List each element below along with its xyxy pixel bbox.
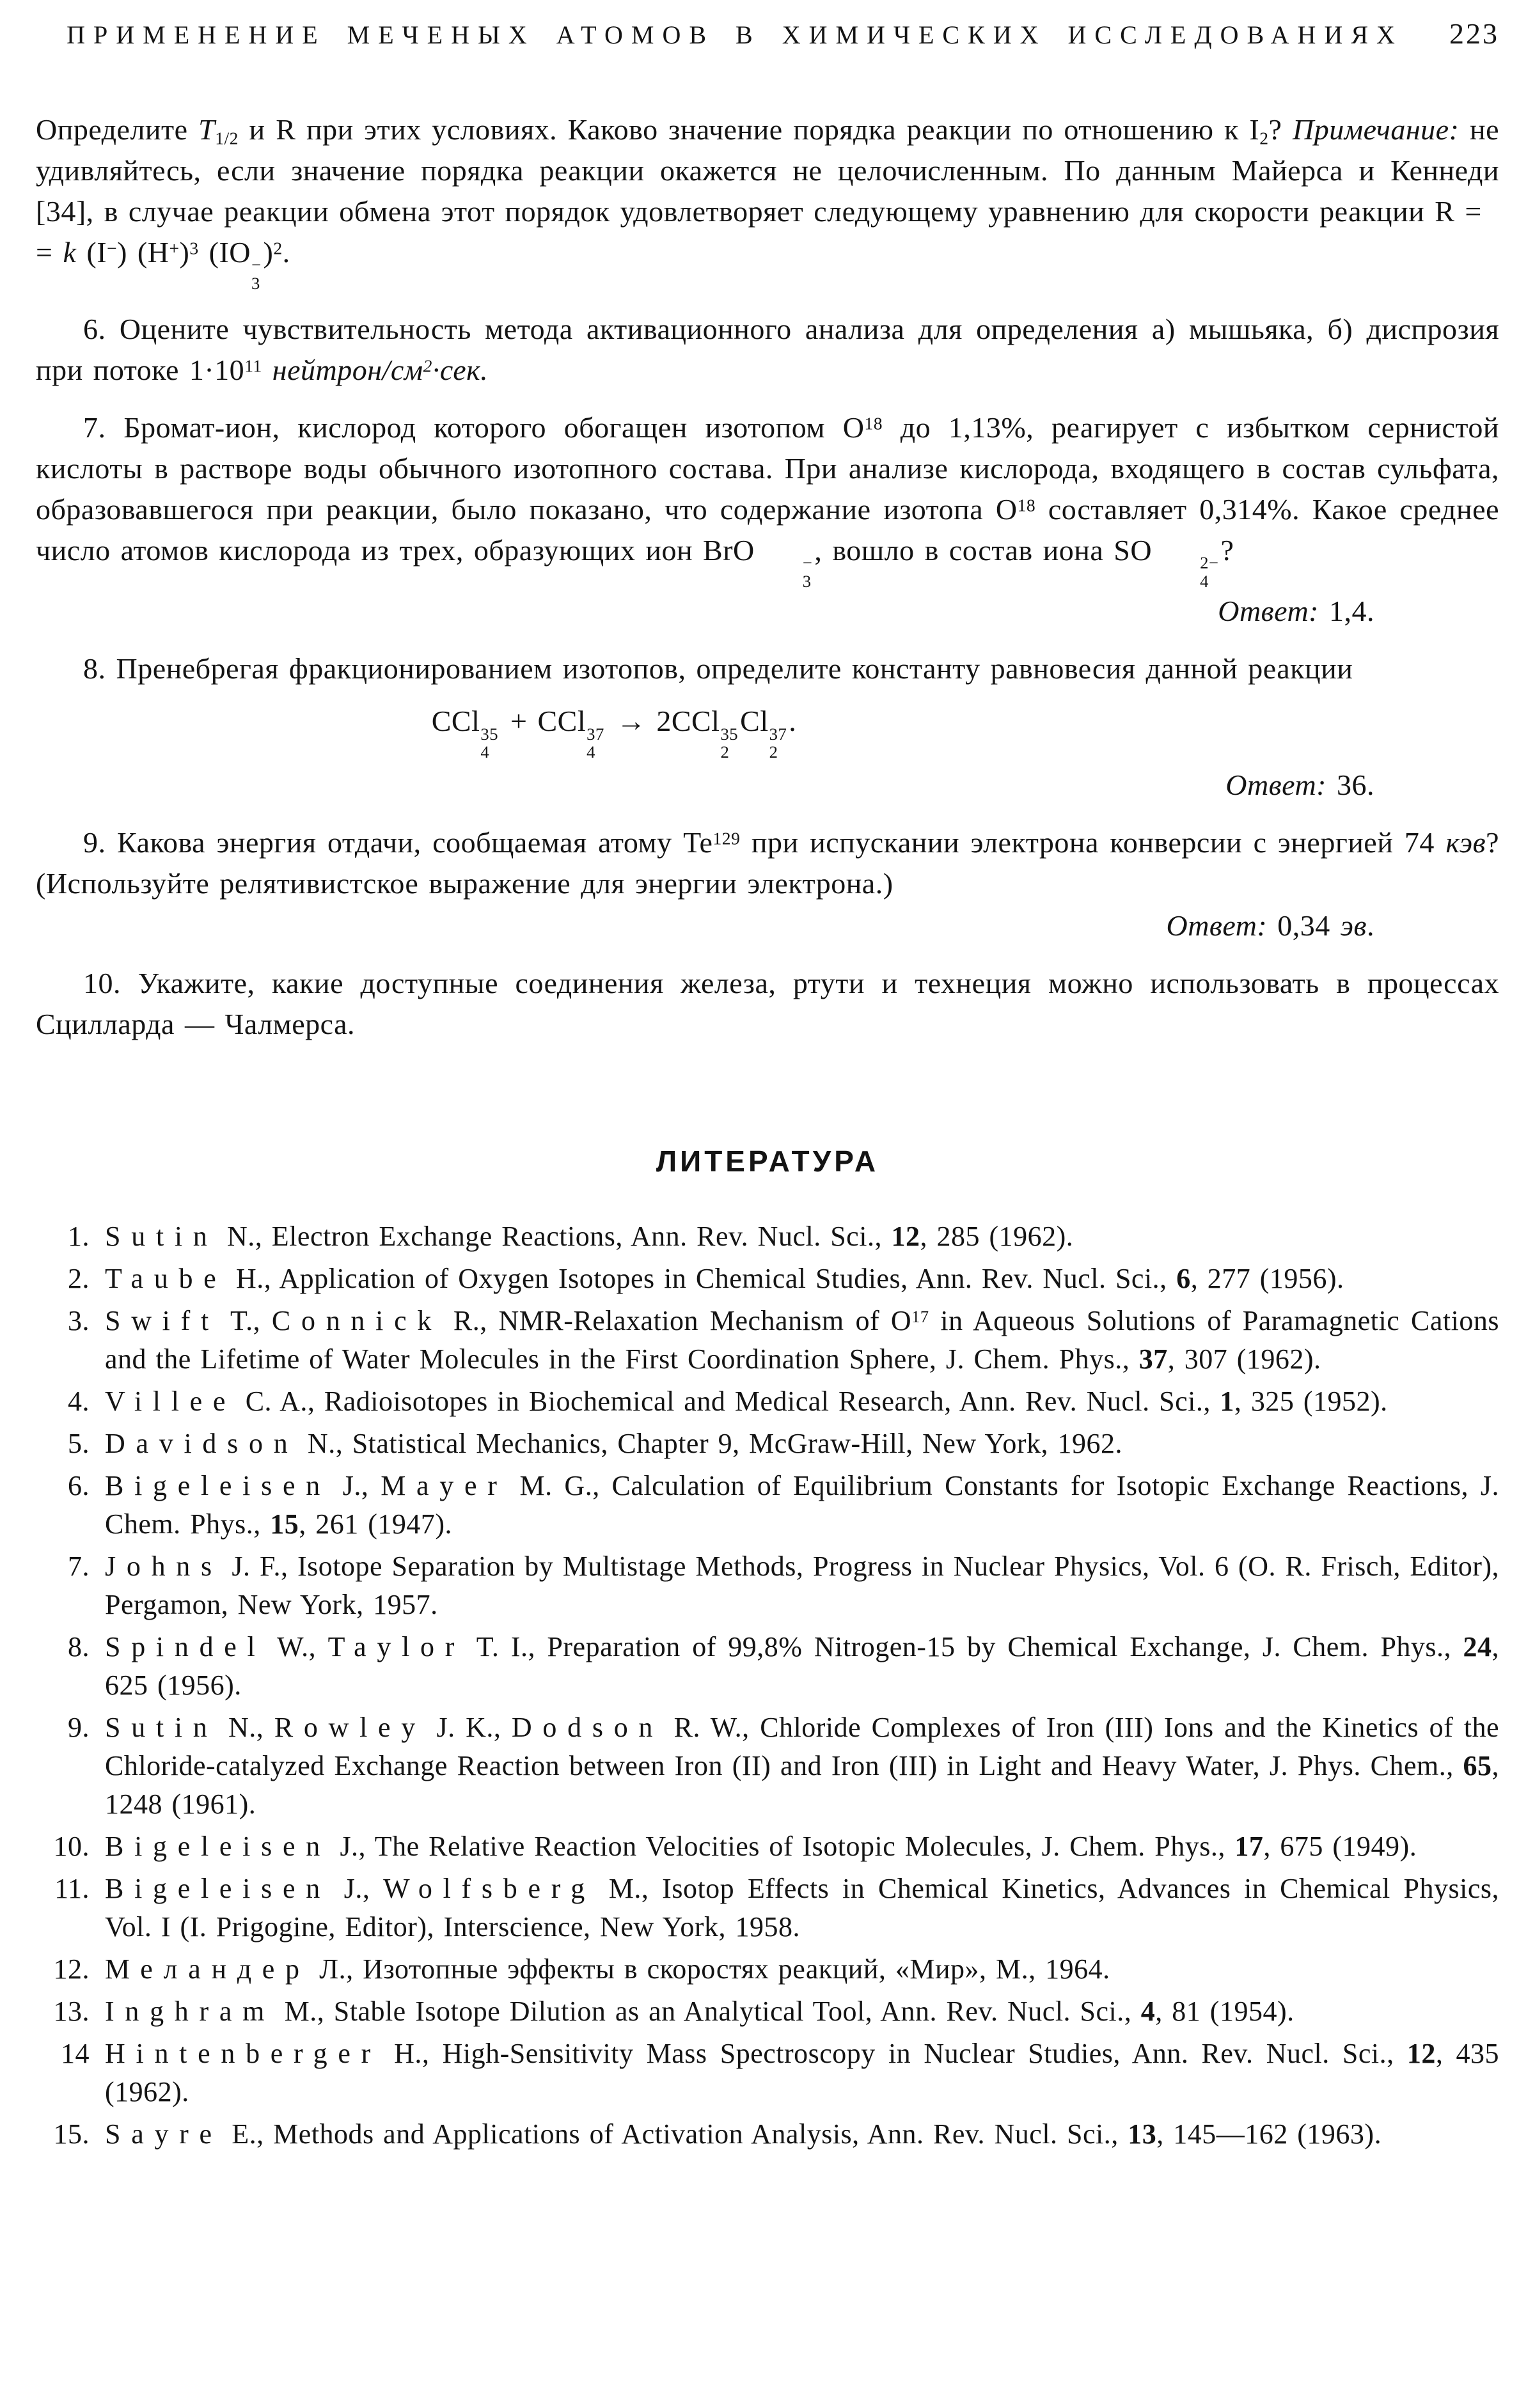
text-segment: (IO <box>198 236 251 269</box>
text-segment: 0,34 <box>1267 909 1341 942</box>
text-segment: 12 <box>891 1221 920 1253</box>
stacked-index: − 3 <box>251 255 262 293</box>
text-segment: , 675 (1949). <box>1263 1831 1417 1863</box>
reference-item <box>36 1382 1499 1421</box>
text-segment: T., <box>219 1305 272 1337</box>
text-segment: Ответ: <box>1166 909 1268 942</box>
text-segment: J. F., Isotope Separation by Multistage Methods, Progress in Nuclear Physics, Vol. 6 (O. R. Frisch, Editor), Pergamon, New York, 1957. <box>105 1551 1499 1621</box>
stacked-index: 37 4 <box>586 724 604 762</box>
text-segment: Ответ: <box>1218 595 1319 628</box>
text-segment: Bigeleisen <box>105 1831 331 1863</box>
text-segment: N., Electron Exchange Reactions, Ann. Rev. Nucl. Sci., <box>217 1221 892 1253</box>
text-segment: (I <box>76 236 107 269</box>
reference-item <box>36 1628 1499 1705</box>
text-segment: ) <box>263 236 274 269</box>
text-segment: in Aqueous Solutions of Paramagnetic Cations and the Lifetime of Water Molecules in the First Coordination Sphere, J. Chem. Phys., <box>105 1305 1499 1375</box>
text-segment: 1 <box>1220 1386 1234 1418</box>
reference-item <box>36 2115 1499 2154</box>
reference-item <box>36 2035 1499 2111</box>
reference-number: 1. <box>68 1221 90 1253</box>
text-segment: ? (Используйте релятивистское выражение для энергии электрона.) <box>36 826 1499 900</box>
text-segment: 13 <box>1128 2118 1157 2150</box>
text-segment: 3 <box>189 238 199 258</box>
reference-number: 12. <box>53 1953 90 1985</box>
text-segment: N., Statistical Mechanics, Chapter 9, McGraw-Hill, New York, 1962. <box>298 1428 1123 1460</box>
text-segment: Sutin <box>105 1221 218 1253</box>
text-segment: , 625 (1956). <box>105 1631 1499 1701</box>
stacked-index: − 3 <box>802 553 813 591</box>
text-segment: M., Isotop Effects in Chemical Kinetics, Advances in Chemical Physics, Vol. I (I. Prigogine, Editor), Interscience, New York, 1958. <box>105 1873 1500 1943</box>
text-segment: , 261 (1947). <box>299 1508 453 1540</box>
reference-item <box>36 1992 1499 2031</box>
text-segment: − <box>107 238 118 258</box>
reference-number: 14 <box>61 2038 90 2070</box>
reference-number: 13. <box>53 1996 90 2028</box>
text-segment: , 81 (1954). <box>1155 1996 1295 2028</box>
text-segment: 9. Какова энергия отдачи, сообщаемая атому Te <box>83 826 713 859</box>
reference-text <box>105 1628 1499 1705</box>
stacked-index: 2− 4 <box>1200 553 1219 591</box>
text-segment: M. G., Calculation of Equilibrium Constants for Isotopic Exchange Reactions, J. Chem. Phys., <box>105 1470 1500 1540</box>
reference-text <box>105 1467 1499 1544</box>
page-number: 223 <box>1449 17 1499 50</box>
rate-equation <box>36 232 1499 292</box>
text-segment: Dodson <box>511 1712 664 1744</box>
text-segment: R., NMR-Relaxation Mechanism of O <box>442 1305 912 1337</box>
reference-item <box>36 1547 1499 1624</box>
text-segment: E., Methods and Applications of Activation Analysis, Ann. Rev. Nucl. Sci., <box>222 2118 1128 2150</box>
text-segment: Ответ: <box>1225 769 1326 802</box>
reference-item <box>36 1302 1499 1379</box>
answer-problem-9 <box>36 905 1499 946</box>
text-segment: Bigeleisen <box>105 1470 331 1502</box>
text-segment: CCl <box>431 705 480 738</box>
text-segment: C. A., Radioisotopes in Biochemical and Medical Research, Ann. Rev. Nucl. Sci., <box>236 1386 1220 1418</box>
text-segment: Swift <box>105 1305 219 1337</box>
text-segment: Mayer <box>381 1470 508 1502</box>
reference-item <box>36 1260 1499 1298</box>
text-segment: 2 <box>423 356 432 376</box>
text-segment: , 325 (1952). <box>1234 1386 1388 1418</box>
text-segment: . <box>789 705 797 738</box>
problem-8 <box>36 648 1499 689</box>
text-segment: 6. Оцените чувствительность метода активационного анализа для определения а) мышьяка, б) диспрозия при потоке 1·10 <box>36 312 1499 386</box>
text-segment: 11 <box>244 356 262 376</box>
text-segment: H., Application of Oxygen Isotopes in Chemical Studies, Ann. Rev. Nucl. Sci., <box>226 1263 1177 1295</box>
text-segment: J., <box>330 1470 381 1502</box>
text-segment: Johns <box>105 1551 223 1583</box>
text-segment: 10. Укажите, какие доступные соединения железа, ртути и технеция можно использовать в процессах Сцилларда — Чалмерса. <box>36 967 1499 1041</box>
text-segment: 2 <box>1259 128 1269 148</box>
problem-5-continuation <box>36 109 1499 232</box>
text-segment: 4 <box>1140 1996 1156 2028</box>
text-segment: M., Stable Isotope Dilution as an Analytical Tool, Ann. Rev. Nucl. Sci., <box>275 1996 1141 2028</box>
reference-item <box>36 1467 1499 1544</box>
reference-text <box>105 1708 1499 1824</box>
text-segment: , 1248 (1961). <box>105 1750 1499 1820</box>
text-segment: до 1,13%, реагирует с избытком сернистой кислоты в растворе воды обычного изотопного состава. При анализе кислорода, входящего в состав сульфата, образовавшегося при реакции, было показано, что содержание изотопа O <box>36 410 1499 526</box>
stacked-index: 35 2 <box>720 724 739 762</box>
text-segment: k <box>63 236 77 269</box>
isotope-exchange-formula <box>36 701 1499 761</box>
text-segment: 36. <box>1326 769 1374 802</box>
reference-item <box>36 1708 1499 1824</box>
reference-number: 15. <box>53 2118 90 2150</box>
text-segment: Taylor <box>327 1631 466 1663</box>
text-segment: 17 <box>911 1307 929 1327</box>
page-body <box>36 109 1499 2154</box>
reference-text <box>105 1870 1499 1946</box>
stacked-index: 37 2 <box>769 724 787 762</box>
text-segment: + CCl <box>500 705 586 738</box>
text-segment: , 307 (1962). <box>1167 1343 1321 1375</box>
text-segment: ? <box>1220 533 1234 567</box>
text-segment: 129 <box>712 828 741 848</box>
text-segment: 17 <box>1234 1831 1264 1863</box>
text-segment: кэв <box>1445 826 1486 859</box>
text-segment: Wolfsberg <box>383 1873 595 1905</box>
reference-number: 2. <box>68 1263 90 1295</box>
text-segment: , 277 (1956). <box>1190 1263 1344 1295</box>
problem-7 <box>36 407 1499 590</box>
reference-item <box>36 1827 1499 1866</box>
text-segment: эв <box>1340 909 1367 942</box>
text-segment: , вошло в состав иона SO <box>814 533 1153 567</box>
problem-6 <box>36 309 1499 391</box>
reference-number: 3. <box>68 1305 90 1337</box>
running-header <box>36 17 1499 51</box>
answer-problem-8 <box>36 765 1499 806</box>
text-segment: T. I., Preparation of 99,8% Nitrogen-15 by Chemical Exchange, J. Chem. Phys., <box>465 1631 1463 1663</box>
text-segment: N., <box>217 1712 274 1744</box>
text-segment: J. K., <box>426 1712 512 1744</box>
reference-text <box>105 2115 1499 2154</box>
text-segment: Л., Изотопные эффекты в скоростях реакций, «Мир», М., 1964. <box>310 1953 1110 1985</box>
text-segment: = <box>36 236 63 269</box>
reference-number: 10. <box>53 1831 90 1863</box>
text-segment: составляет 0,314%. Какое среднее число атомов кислорода из трех, образующих ион BrO <box>36 492 1499 567</box>
text-segment: . <box>1367 909 1374 942</box>
text-segment: Bigeleisen <box>105 1873 331 1905</box>
text-segment: Sayre <box>105 2118 223 2150</box>
reference-item <box>36 1217 1499 1256</box>
text-segment: T <box>198 113 216 146</box>
text-segment: , 435 (1962). <box>105 2038 1499 2108</box>
reference-number: 6. <box>68 1470 90 1502</box>
text-segment: ) (H <box>117 236 169 269</box>
text-segment: при испускании электрона конверсии с энергией 74 <box>740 826 1446 859</box>
text-segment: 12 <box>1406 2038 1436 2070</box>
text-segment: . <box>282 236 290 269</box>
text-segment: Davidson <box>105 1428 299 1460</box>
text-segment: Hintenberger <box>105 2038 381 2070</box>
reference-number: 7. <box>68 1551 90 1583</box>
text-segment: Примечание: <box>1293 113 1460 146</box>
text-segment: 18 <box>864 413 883 434</box>
text-segment: J., <box>330 1873 384 1905</box>
text-segment: Spindel <box>105 1631 266 1663</box>
stacked-index: 35 4 <box>480 724 499 762</box>
problem-9 <box>36 822 1499 904</box>
text-segment: Cl <box>740 705 769 738</box>
text-segment: не удивляйтесь, если значение порядка реакции окажется не целочисленным. По данным Майерса и Кеннеди [34], в случае реакции обмена этот порядок удовлетворяет следующему уравнению для скорости реакции R = <box>36 113 1499 228</box>
reference-text <box>105 1827 1499 1866</box>
problem-10 <box>36 963 1499 1045</box>
reference-text <box>105 1382 1499 1421</box>
text-segment: H., High-Sensitivity Mass Spectroscopy in Nuclear Studies, Ann. Rev. Nucl. Sci., <box>381 2038 1407 2070</box>
text-segment: Connick <box>271 1305 443 1337</box>
text-segment: и R при этих условиях. Каково значение порядка реакции по отношению к I <box>238 113 1260 146</box>
text-segment: W., <box>265 1631 328 1663</box>
text-segment: 8. Пренебрегая фракционированием изотопов, определите константу равновесия данной реакции <box>83 652 1353 685</box>
text-segment: 7. Бромат-ион, кислород которого обогащен изотопом O <box>83 410 865 444</box>
text-segment: 65 <box>1463 1750 1492 1782</box>
reference-text <box>105 1217 1499 1256</box>
text-segment: R. W., Chloride Complexes of Iron (III) Ions and the Kinetics of the Chloride-catalyzed Exchange Reaction between Iron (II) and Iron (III) in Light and Heavy Water, J. Phys. Chem., <box>105 1712 1499 1782</box>
reference-text <box>105 1547 1499 1624</box>
text-segment <box>262 354 272 386</box>
reference-text <box>105 1992 1499 2031</box>
text-segment: Rowley <box>274 1712 427 1744</box>
text-segment: 18 <box>1017 495 1036 515</box>
text-segment: → 2CCl <box>606 705 720 738</box>
reference-item <box>36 1870 1499 1946</box>
reference-item <box>36 1950 1499 1989</box>
text-segment: Inghram <box>105 1996 276 2028</box>
answer-problem-7 <box>36 591 1499 632</box>
text-segment: , 145—162 (1963). <box>1156 2118 1382 2150</box>
text-segment: + <box>169 238 180 258</box>
literature-heading: ЛИТЕРАТУРА <box>656 1145 879 1178</box>
text-segment: 15 <box>270 1508 299 1540</box>
text-segment: 1,4. <box>1319 595 1374 628</box>
reference-text <box>105 1302 1499 1379</box>
text-segment: Sutin <box>105 1712 218 1744</box>
reference-number: 11. <box>54 1873 90 1905</box>
text-segment: нейтрон/см <box>272 353 423 386</box>
reference-list <box>36 1217 1499 2154</box>
text-segment: J., The Relative Reaction Velocities of Isotopic Molecules, J. Chem. Phys., <box>330 1831 1235 1863</box>
text-segment: ? <box>1268 113 1293 146</box>
text-segment: 6 <box>1176 1263 1191 1295</box>
reference-text <box>105 1950 1499 1989</box>
running-header-title: ПРИМЕНЕНИЕ МЕЧЕНЫХ АТОМОВ В ХИМИЧЕСКИХ ИССЛЕДОВАНИЯХ <box>67 20 1403 49</box>
reference-item <box>36 1425 1499 1463</box>
text-segment: Taube <box>105 1263 227 1295</box>
text-segment: , 285 (1962). <box>920 1221 1074 1253</box>
reference-number: 8. <box>68 1631 90 1663</box>
text-segment: 1/2 <box>215 128 239 148</box>
text-segment: Villee <box>105 1386 237 1418</box>
text-segment: 37 <box>1138 1343 1168 1375</box>
reference-number: 5. <box>68 1428 90 1460</box>
reference-text <box>105 1425 1499 1463</box>
text-segment: Меландер <box>105 1953 310 1985</box>
reference-text <box>105 2035 1499 2111</box>
text-segment: Определите <box>36 113 199 146</box>
reference-number: 4. <box>68 1386 90 1418</box>
reference-number: 9. <box>68 1712 90 1744</box>
text-segment: ) <box>179 236 190 269</box>
text-segment: ·сек. <box>432 353 489 386</box>
reference-text <box>105 1260 1499 1298</box>
text-segment: 2 <box>273 238 283 258</box>
text-segment: 24 <box>1463 1631 1492 1663</box>
